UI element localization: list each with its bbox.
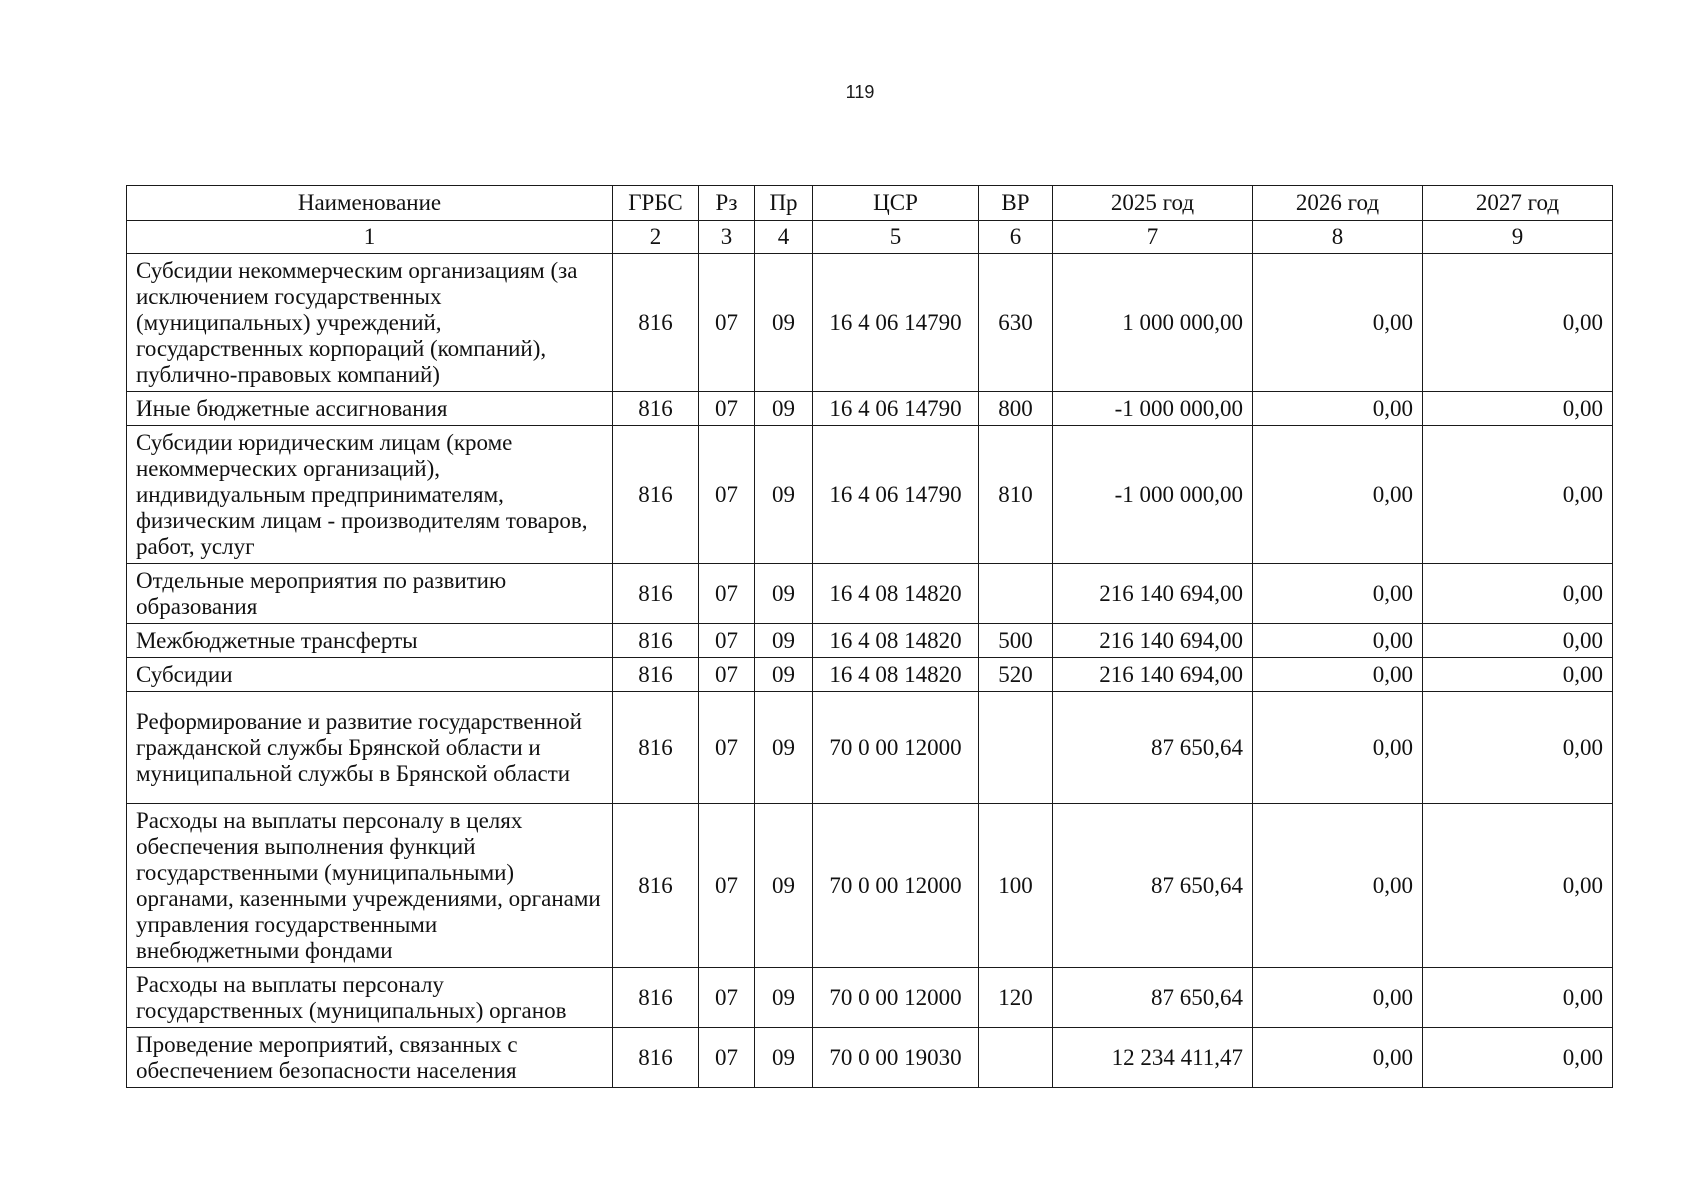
row-pr: 09 bbox=[755, 624, 813, 658]
table-row bbox=[127, 392, 1613, 426]
row-name: Субсидии bbox=[127, 658, 613, 692]
column-number: 8 bbox=[1253, 221, 1423, 254]
row-grbs: 816 bbox=[613, 392, 699, 426]
row-grbs: 816 bbox=[613, 968, 699, 1028]
header-grbs: ГРБС bbox=[613, 186, 699, 221]
row-name: Расходы на выплаты персоналу в целях обеспечения выполнения функций государственными (муниципальными) органами, казенными учреждениями, органами управления государственными внебюджетными фондами bbox=[127, 804, 613, 968]
header-pr: Пр bbox=[755, 186, 813, 221]
row-pr: 09 bbox=[755, 804, 813, 968]
row-pr: 09 bbox=[755, 254, 813, 392]
row-2025: 12 234 411,47 bbox=[1053, 1028, 1253, 1088]
row-grbs: 816 bbox=[613, 564, 699, 624]
row-2025: 87 650,64 bbox=[1053, 692, 1253, 804]
row-2027: 0,00 bbox=[1423, 804, 1613, 968]
row-2025: 216 140 694,00 bbox=[1053, 564, 1253, 624]
column-number: 3 bbox=[699, 221, 755, 254]
row-vr: 520 bbox=[979, 658, 1053, 692]
header-row bbox=[127, 186, 1613, 221]
row-vr bbox=[979, 1028, 1053, 1088]
row-2027: 0,00 bbox=[1423, 392, 1613, 426]
row-rz: 07 bbox=[699, 392, 755, 426]
column-number-row bbox=[127, 221, 1613, 254]
table-row bbox=[127, 692, 1613, 804]
row-pr: 09 bbox=[755, 392, 813, 426]
row-pr: 09 bbox=[755, 692, 813, 804]
column-number: 1 bbox=[127, 221, 613, 254]
row-csr: 16 4 06 14790 bbox=[813, 426, 979, 564]
row-pr: 09 bbox=[755, 564, 813, 624]
row-2027: 0,00 bbox=[1423, 1028, 1613, 1088]
row-vr bbox=[979, 692, 1053, 804]
row-csr: 70 0 00 12000 bbox=[813, 804, 979, 968]
row-name: Отдельные мероприятия по развитию образования bbox=[127, 564, 613, 624]
row-grbs: 816 bbox=[613, 624, 699, 658]
table-row bbox=[127, 254, 1613, 392]
table-row bbox=[127, 658, 1613, 692]
row-rz: 07 bbox=[699, 804, 755, 968]
row-rz: 07 bbox=[699, 658, 755, 692]
row-2026: 0,00 bbox=[1253, 426, 1423, 564]
row-2026: 0,00 bbox=[1253, 1028, 1423, 1088]
row-csr: 16 4 08 14820 bbox=[813, 624, 979, 658]
header-csr: ЦСР bbox=[813, 186, 979, 221]
page-number: 119 bbox=[845, 82, 875, 102]
budget-table bbox=[126, 185, 1613, 1088]
row-rz: 07 bbox=[699, 692, 755, 804]
row-name: Субсидии юридическим лицам (кроме некоммерческих организаций), индивидуальным предпринимателям, физическим лицам - производителям товаров, работ, услуг bbox=[127, 426, 613, 564]
row-vr: 120 bbox=[979, 968, 1053, 1028]
row-2026: 0,00 bbox=[1253, 624, 1423, 658]
row-name: Субсидии некоммерческим организациям (за исключением государственных (муниципальных) учреждений, государственных корпораций (компаний), публично-правовых компаний) bbox=[127, 254, 613, 392]
row-csr: 16 4 06 14790 bbox=[813, 254, 979, 392]
column-number: 2 bbox=[613, 221, 699, 254]
row-csr: 70 0 00 12000 bbox=[813, 692, 979, 804]
row-name: Реформирование и развитие государственной гражданской службы Брянской области и муниципальной службы в Брянской области bbox=[127, 692, 613, 804]
column-number: 7 bbox=[1053, 221, 1253, 254]
row-rz: 07 bbox=[699, 968, 755, 1028]
row-2027: 0,00 bbox=[1423, 692, 1613, 804]
column-number: 4 bbox=[755, 221, 813, 254]
header-2025: 2025 год bbox=[1053, 186, 1253, 221]
row-vr: 630 bbox=[979, 254, 1053, 392]
row-pr: 09 bbox=[755, 426, 813, 564]
table-row bbox=[127, 804, 1613, 968]
row-csr: 70 0 00 12000 bbox=[813, 968, 979, 1028]
row-2027: 0,00 bbox=[1423, 658, 1613, 692]
row-csr: 16 4 06 14790 bbox=[813, 392, 979, 426]
row-2027: 0,00 bbox=[1423, 968, 1613, 1028]
row-rz: 07 bbox=[699, 624, 755, 658]
row-2025: 216 140 694,00 bbox=[1053, 658, 1253, 692]
row-pr: 09 bbox=[755, 968, 813, 1028]
row-2025: 87 650,64 bbox=[1053, 804, 1253, 968]
row-csr: 16 4 08 14820 bbox=[813, 564, 979, 624]
row-2026: 0,00 bbox=[1253, 968, 1423, 1028]
row-rz: 07 bbox=[699, 254, 755, 392]
row-pr: 09 bbox=[755, 1028, 813, 1088]
row-vr: 800 bbox=[979, 392, 1053, 426]
table-row bbox=[127, 564, 1613, 624]
row-grbs: 816 bbox=[613, 692, 699, 804]
row-grbs: 816 bbox=[613, 1028, 699, 1088]
header-rz: Рз bbox=[699, 186, 755, 221]
row-csr: 70 0 00 19030 bbox=[813, 1028, 979, 1088]
table-row bbox=[127, 1028, 1613, 1088]
row-vr: 100 bbox=[979, 804, 1053, 968]
table-row bbox=[127, 426, 1613, 564]
row-2025: 216 140 694,00 bbox=[1053, 624, 1253, 658]
row-2025: 87 650,64 bbox=[1053, 968, 1253, 1028]
column-number: 6 bbox=[979, 221, 1053, 254]
table-row bbox=[127, 968, 1613, 1028]
row-name: Иные бюджетные ассигнования bbox=[127, 392, 613, 426]
row-rz: 07 bbox=[699, 1028, 755, 1088]
row-2027: 0,00 bbox=[1423, 254, 1613, 392]
row-2027: 0,00 bbox=[1423, 624, 1613, 658]
row-rz: 07 bbox=[699, 426, 755, 564]
column-number: 9 bbox=[1423, 221, 1613, 254]
header-2027: 2027 год bbox=[1423, 186, 1613, 221]
table-row bbox=[127, 624, 1613, 658]
row-grbs: 816 bbox=[613, 254, 699, 392]
row-name: Проведение мероприятий, связанных с обеспечением безопасности населения bbox=[127, 1028, 613, 1088]
row-2026: 0,00 bbox=[1253, 254, 1423, 392]
row-name: Межбюджетные трансферты bbox=[127, 624, 613, 658]
row-2025: -1 000 000,00 bbox=[1053, 426, 1253, 564]
row-2026: 0,00 bbox=[1253, 658, 1423, 692]
row-2027: 0,00 bbox=[1423, 564, 1613, 624]
header-vr: ВР bbox=[979, 186, 1053, 221]
row-vr: 810 bbox=[979, 426, 1053, 564]
row-2026: 0,00 bbox=[1253, 804, 1423, 968]
header-name: Наименование bbox=[127, 186, 613, 221]
row-2025: 1 000 000,00 bbox=[1053, 254, 1253, 392]
row-grbs: 816 bbox=[613, 658, 699, 692]
row-grbs: 816 bbox=[613, 426, 699, 564]
row-2026: 0,00 bbox=[1253, 564, 1423, 624]
row-vr: 500 bbox=[979, 624, 1053, 658]
row-2025: -1 000 000,00 bbox=[1053, 392, 1253, 426]
row-csr: 16 4 08 14820 bbox=[813, 658, 979, 692]
row-2027: 0,00 bbox=[1423, 426, 1613, 564]
row-rz: 07 bbox=[699, 564, 755, 624]
row-pr: 09 bbox=[755, 658, 813, 692]
header-2026: 2026 год bbox=[1253, 186, 1423, 221]
row-vr bbox=[979, 564, 1053, 624]
row-name: Расходы на выплаты персоналу государственных (муниципальных) органов bbox=[127, 968, 613, 1028]
row-2026: 0,00 bbox=[1253, 692, 1423, 804]
row-grbs: 816 bbox=[613, 804, 699, 968]
row-2026: 0,00 bbox=[1253, 392, 1423, 426]
column-number: 5 bbox=[813, 221, 979, 254]
